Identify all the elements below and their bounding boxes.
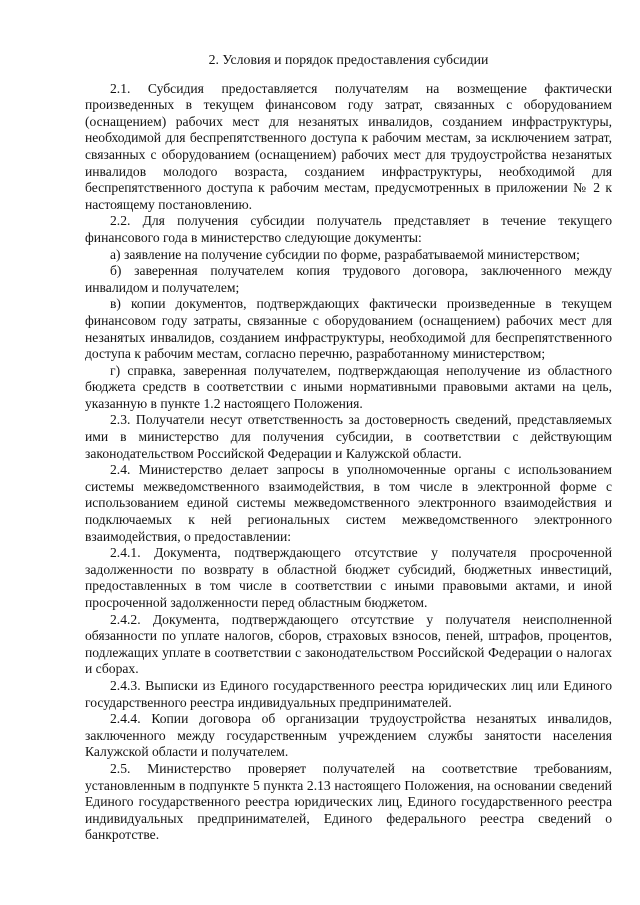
paragraph-2-2: 2.2. Для получения субсидии получатель представляет в течение текущего финансового года в министерство следующие документы:	[85, 213, 612, 245]
paragraph-2-4-4: 2.4.4. Копии договора об организации трудоустройства незанятых инвалидов, заключенного между государственным учреждением службы занятости населения Калужской области и получателем.	[85, 711, 612, 760]
paragraph-2-5: 2.5. Министерство проверяет получателей на соответствие требованиям, установленным в подпункте 5 пункта 2.13 настоящего Положения, на основании сведений Единого государственного реестра юридических лиц, Единого государственного реестра индивидуальных предпринимателей, Единого федерального реестра сведений о банкротстве.	[85, 760, 612, 843]
paragraph-2-1: 2.1. Субсидия предоставляется получателям на возмещение фактически произведенных в текущем финансовом году затрат, связанных с оборудованием (оснащением) рабочих мест для незанятых инвалидов, созданием инфраструктуры, необходимой для беспрепятственного доступа к рабочим местам, за исключением затрат, связанных с оборудованием (оснащением) рабочих мест для трудоустройства незанятых инвалидов молодого возраста, созданием инфраструктуры, необходимой для беспрепятственного доступа к рабочим местам, предусмотренных в приложении № 2 к настоящему постановлению.	[85, 80, 612, 212]
document-page	[85, 52, 612, 844]
section-title: 2. Условия и порядок предоставления субсидии	[208, 52, 489, 67]
list-item-g: г) справка, заверенная получателем, подтверждающая неполучение из областного бюджета средств в соответствии с иными нормативными правовыми актами на цель, указанную в пункте 1.2 настоящего Положения.	[85, 362, 612, 411]
list-item-b: б) заверенная получателем копия трудового договора, заключенного между инвалидом и получателем;	[85, 263, 612, 295]
paragraph-2-4-2: 2.4.2. Документа, подтверждающего отсутствие у получателя неисполненной обязанности по уплате налогов, сборов, страховых взносов, пеней, штрафов, процентов, подлежащих уплате в соответствии с законодательством Российской Федерации о налогах и сборах.	[85, 611, 612, 677]
paragraph-2-3: 2.3. Получатели несут ответственность за достоверность сведений, представляемых ими в министерство для получения субсидии, в соответствии с действующим законодательством Российской Федерации и Калужской области.	[85, 412, 612, 461]
paragraph-2-4: 2.4. Министерство делает запросы в уполномоченные органы с использованием системы межведомственного взаимодействия, в том числе в электронной форме с использованием единой системы межведомственного электронного взаимодействия и подключаемых к ней региональных систем межведомственного электронного взаимодействия, о предоставлении:	[85, 462, 612, 544]
paragraph-2-4-1: 2.4.1. Документа, подтверждающего отсутствие у получателя просроченной задолженности по возврату в областной бюджет субсидий, бюджетных инвестиций, предоставленных в том числе в соответствии с иными правовыми актами, и иной просроченной задолженности перед областным бюджетом.	[85, 545, 612, 610]
list-item-v: в) копии документов, подтверждающих фактически произведенные в текущем финансовом году затраты, связанные с оборудованием (оснащением) рабочих мест для незанятых инвалидов, созданием инфраструктуры, необходимой для беспрепятственного доступа к рабочим местам, согласно перечню, разработанному министерством;	[85, 296, 612, 362]
paragraph-2-4-3: 2.4.3. Выписки из Единого государственного реестра юридических лиц или Единого государственного реестра индивидуальных предпринимателей.	[85, 677, 612, 710]
list-item-a: а) заявление на получение субсидии по форме, разрабатываемой министерством;	[110, 246, 580, 262]
